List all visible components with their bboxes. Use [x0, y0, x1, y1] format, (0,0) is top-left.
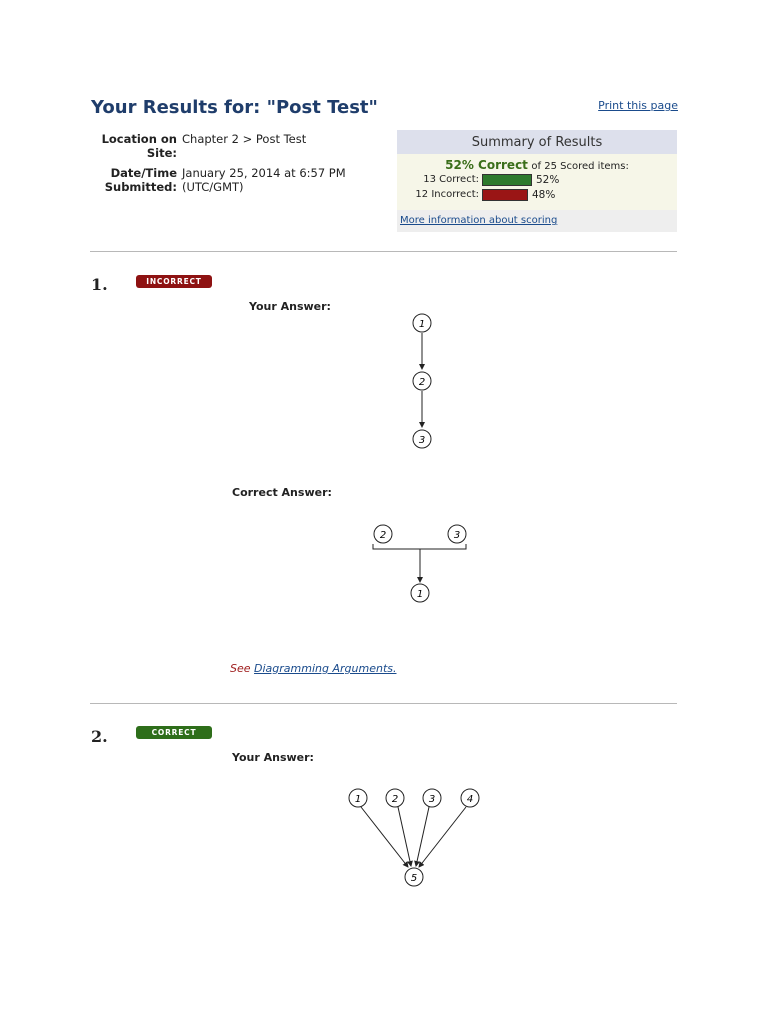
summary-scored-text: of 25 Scored items: [531, 161, 629, 172]
page-title: Your Results for: "Post Test" [91, 97, 378, 118]
more-info-scoring-link[interactable]: More information about scoring [400, 215, 558, 226]
divider [90, 703, 677, 704]
see-word: See [230, 662, 251, 675]
question-text [231, 726, 651, 730]
node-label: 5 [410, 873, 418, 884]
bracket [373, 544, 466, 549]
print-page-link[interactable]: Print this page [598, 99, 678, 112]
summary-score-line [397, 158, 677, 172]
see-reference [230, 662, 396, 675]
incorrect-label: 12 Incorrect: [415, 189, 479, 200]
node-label: 3 [428, 794, 436, 805]
correct-bar [482, 174, 532, 186]
correct-badge: CORRECT [136, 726, 212, 739]
diagramming-arguments-link[interactable]: Diagramming Arguments. [254, 662, 397, 675]
incorrect-row [397, 187, 677, 202]
location-label: Location on Site: [101, 132, 177, 160]
correct-answer-diagram [368, 522, 478, 622]
summary-footer [397, 210, 677, 232]
location-row [91, 132, 382, 160]
node-label: 1 [418, 319, 426, 330]
node-label: 2 [379, 530, 387, 541]
correct-answer-label: Correct Answer: [232, 486, 332, 499]
incorrect-badge: INCORRECT [136, 275, 212, 288]
your-answer-diagram [345, 788, 485, 888]
your-answer-label: Your Answer: [249, 300, 331, 313]
your-answer-label: Your Answer: [232, 751, 314, 764]
node-label: 4 [466, 794, 474, 805]
summary-panel [397, 130, 677, 232]
location-value: Chapter 2 > Post Test [182, 132, 307, 146]
question-number: 1. [91, 275, 108, 294]
node-label: 1 [416, 589, 424, 600]
your-answer-diagram [402, 312, 442, 452]
datetime-row [91, 166, 382, 194]
node-label: 1 [354, 794, 362, 805]
summary-heading: Summary of Results [397, 130, 677, 154]
correct-label: 13 Correct: [423, 174, 479, 185]
node-label: 3 [453, 530, 461, 541]
datetime-label: Date/Time Submitted: [104, 166, 177, 194]
incorrect-percent: 48% [532, 188, 556, 201]
correct-row [397, 172, 677, 187]
correct-percent: 52% [536, 173, 560, 186]
node-label: 2 [391, 794, 399, 805]
submission-meta [91, 132, 382, 200]
question-text [231, 273, 651, 277]
summary-percent: 52% Correct [445, 158, 528, 172]
node-label: 2 [418, 377, 426, 388]
arrow [419, 807, 466, 867]
incorrect-bar [482, 189, 528, 201]
arrow [361, 807, 408, 867]
datetime-value: January 25, 2014 at 6:57 PM (UTC/GMT) [182, 166, 346, 194]
divider [90, 251, 677, 252]
question-number: 2. [91, 727, 108, 746]
node-label: 3 [418, 435, 426, 446]
